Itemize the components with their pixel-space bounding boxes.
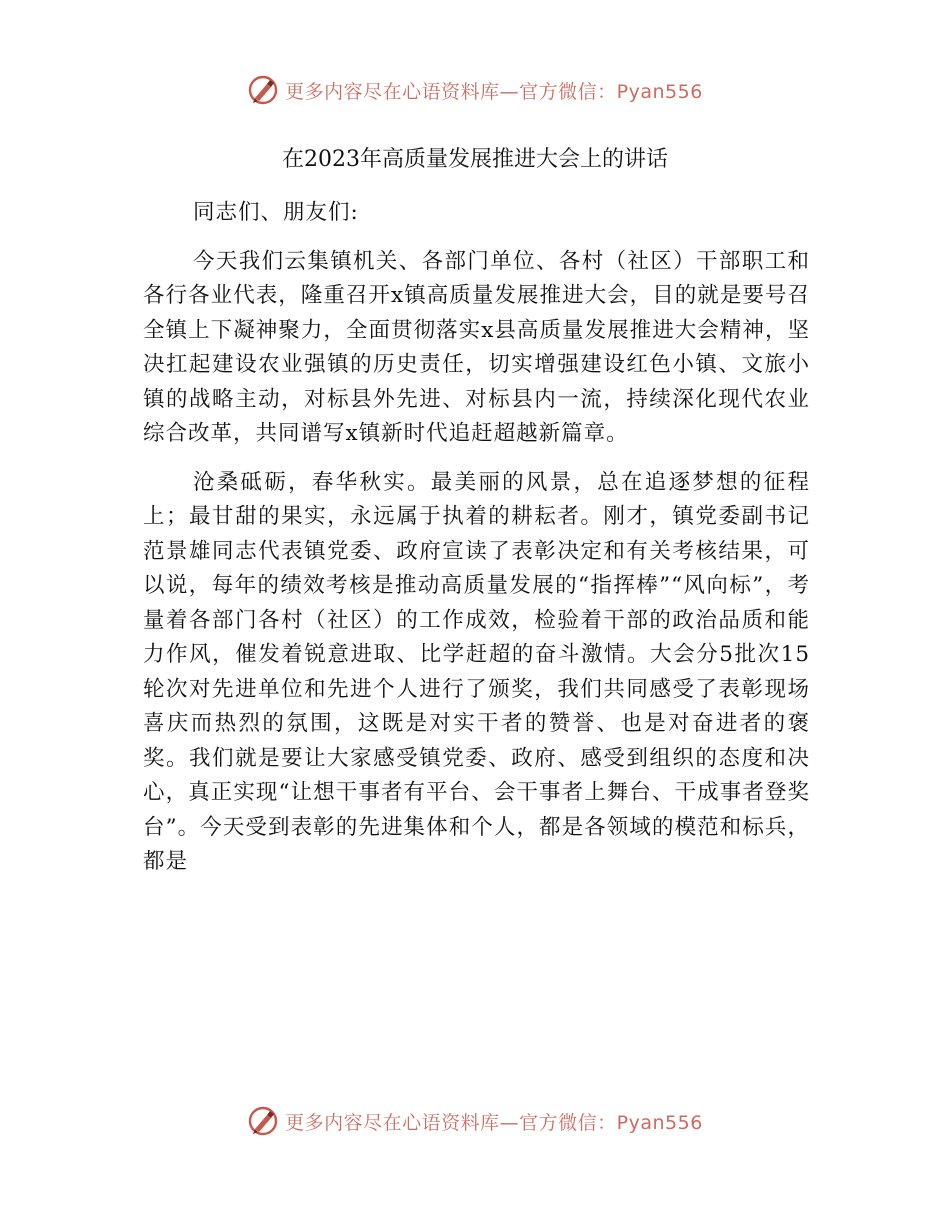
watermark-text: 更多内容尽在心语资料库—官方微信：Pyan556 <box>285 1111 703 1134</box>
greeting: 同志们、朋友们: <box>193 200 359 225</box>
paragraph: 今天我们云集镇机关、各部门单位、各村（社区）干部职工和各行各业代表，隆重召开x镇高质量发展推进大会，目的就是要号召全镇上下凝神聚力，全面贯彻落实x县高质量发展推进大会精神，坚决扛起建设农业强镇的历史责任，切实增强建设红色小镇、文旅小镇的战略主动，对标县外先进、对标县内一流，持续深化现代农业综合改革，共同谱写x镇新时代追赶超越新篇章。 <box>143 248 810 446</box>
document-body <box>143 196 810 880</box>
document-title: 在2023年高质量发展推进大会上的讲话 <box>282 147 668 172</box>
header-watermark <box>0 70 950 110</box>
watermark-text: 更多内容尽在心语资料库—官方微信：Pyan556 <box>285 80 703 103</box>
pen-seal-logo-icon <box>247 74 279 106</box>
paragraph: 沧桑砥砺，春华秋实。最美丽的风景，总在追逐梦想的征程上；最甘甜的果实，永远属于执着的耕耘者。刚才，镇党委副书记范景雄同志代表镇党委、政府宣读了表彰决定和有关考核结果，可以说，每年的绩效考核是推动高质量发展的“指挥棒”“风向标”，考量着各部门各村（社区）的工作成效，检验着干部的政治品质和能力作风，催发着锐意进取、比学赶超的奋斗激情。大会分5批次15轮次对先进单位和先进个人进行了颁奖，我们共同感受了表彰现场喜庆而热烈的氛围，这既是对实干者的赞誉、也是对奋进者的褒奖。我们就是要让大家感受镇党委、政府、感受到组织的态度和决心，真正实现“让想干事者有平台、会干事者上舞台、干成事者登奖台”。今天受到表彰的先进集体和个人，都是各领域的模范和标兵，都是 <box>143 469 810 874</box>
footer-watermark <box>0 1101 950 1141</box>
pen-seal-logo-icon <box>247 1105 279 1137</box>
